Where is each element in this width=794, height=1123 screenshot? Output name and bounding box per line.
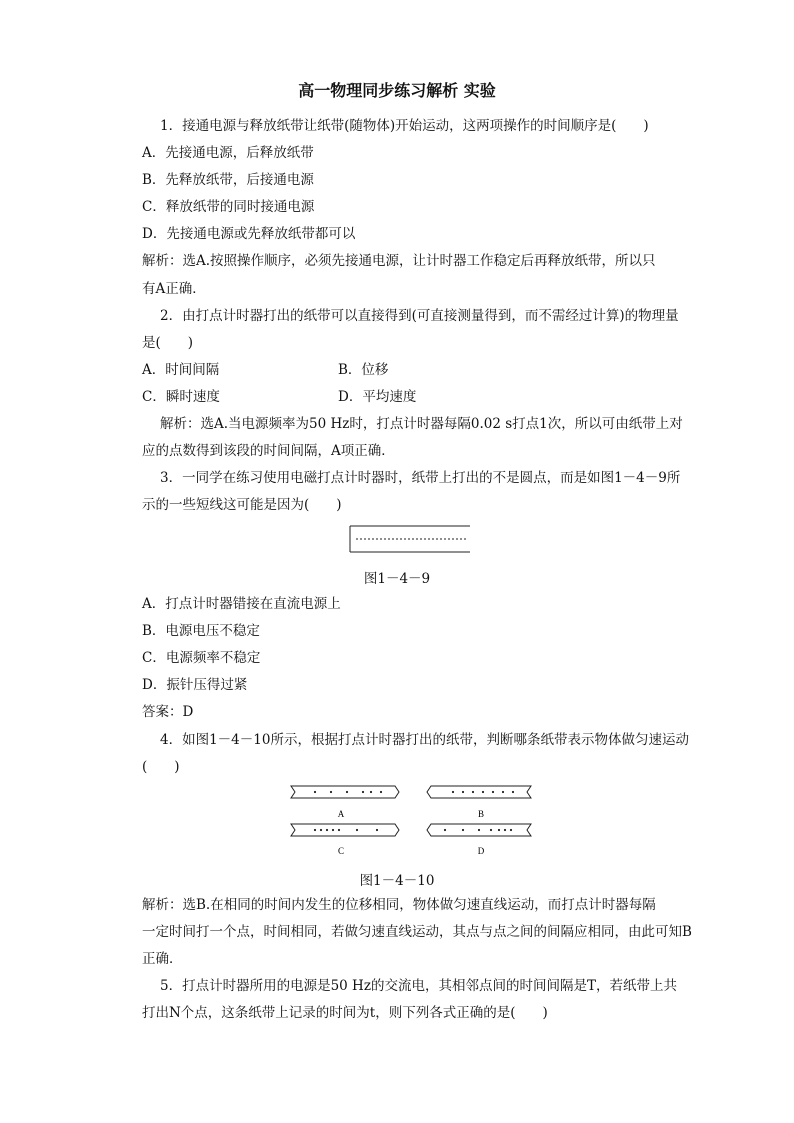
tape-d	[427, 824, 531, 856]
q5-stem-line2: 打出N个点，这条纸带上记录的时间为t，则下列各式正确的是( )	[142, 1005, 548, 1021]
q2-stem-line2: 是( )	[142, 335, 194, 351]
tape-c	[291, 824, 399, 856]
tape-label-c: C	[337, 846, 345, 856]
q4-analysis-line1: 解析：选B.在相同的时间内发生的位移相同，物体做匀速直线运动，而打点计时器每隔	[142, 897, 656, 913]
q2-option-c: C．瞬时速度	[142, 389, 220, 405]
q3-option-a: A．打点计时器错接在直流电源上	[142, 596, 341, 612]
q1-option-b: B．先释放纸带，后接通电源	[142, 172, 314, 188]
q4-stem-line1: 4．如图1－4－10所示，根据打点计时器打出的纸带，判断哪条纸带表示物体做匀速运动	[160, 732, 689, 748]
q3-option-d: D．振针压得过紧	[142, 677, 248, 693]
q4-figure-caption: 图1－4－10	[359, 873, 435, 889]
tape-a	[291, 786, 399, 819]
q2-analysis-line1: 解析：选A.当电源频率为50 Hz时，打点计时器每隔0.02 s打点1次，所以可由纸带上对	[160, 416, 683, 432]
q4-analysis-line3: 正确．	[142, 951, 183, 967]
q2-option-d: D．平均速度	[338, 389, 417, 405]
q1-stem: 1．接通电源与释放纸带让纸带(随物体)开始运动，这两项操作的时间顺序是( )	[160, 118, 649, 134]
q1-option-c: C．释放纸带的同时接通电源	[142, 199, 315, 215]
q1-analysis-line2: 有A正确．	[142, 281, 206, 297]
q2-option-a: A．时间间隔	[142, 362, 220, 378]
q4-stem-line2: ( )	[142, 759, 180, 775]
q1-analysis-line1: 解析：选A.按照操作顺序，必须先接通电源，让计时器工作稳定后再释放纸带，所以只	[142, 253, 656, 269]
q3-stem-line2: 示的一些短线这可能是因为( )	[142, 497, 342, 513]
q4-analysis-line2: 一定时间打一个点，时间相同，若做匀速直线运动，其点与点之间的间隔应相同，由此可知B	[142, 924, 692, 940]
page-title: 高一物理同步练习解析 实验	[298, 81, 496, 100]
tape-label-d: D	[477, 846, 485, 856]
q3-option-b: B．电源电压不稳定	[142, 623, 260, 639]
q3-option-c: C．电源频率不稳定	[142, 650, 261, 666]
q2-analysis-line2: 应的点数得到该段的时间间隔，A项正确．	[142, 443, 395, 459]
q2-stem-line1: 2．由打点计时器打出的纸带可以直接得到(可直接测量得到，而不需经过计算)的物理量	[160, 308, 679, 324]
q5-stem-line1: 5．打点计时器所用的电源是50 Hz的交流电，其相邻点间的时间间隔是T，若纸带上共	[160, 978, 677, 994]
q2-option-b: B．位移	[338, 362, 389, 378]
tape-b	[427, 786, 531, 819]
q4-tapes-figure	[285, 780, 535, 862]
tape-label-b: B	[477, 809, 485, 819]
q3-stem-line1: 3．一同学在练习使用电磁打点计时器时，纸带上打出的不是圆点，而是如图1－4－9所	[160, 470, 681, 486]
q3-answer: 答案：D	[142, 704, 194, 720]
q3-figure-caption: 图1－4－9	[363, 571, 431, 587]
q3-tape-figure	[348, 524, 472, 554]
q1-option-a: A．先接通电源，后释放纸带	[142, 145, 314, 161]
tape-label-a: A	[337, 809, 345, 819]
q1-option-d: D．先接通电源或先释放纸带都可以	[142, 226, 356, 242]
